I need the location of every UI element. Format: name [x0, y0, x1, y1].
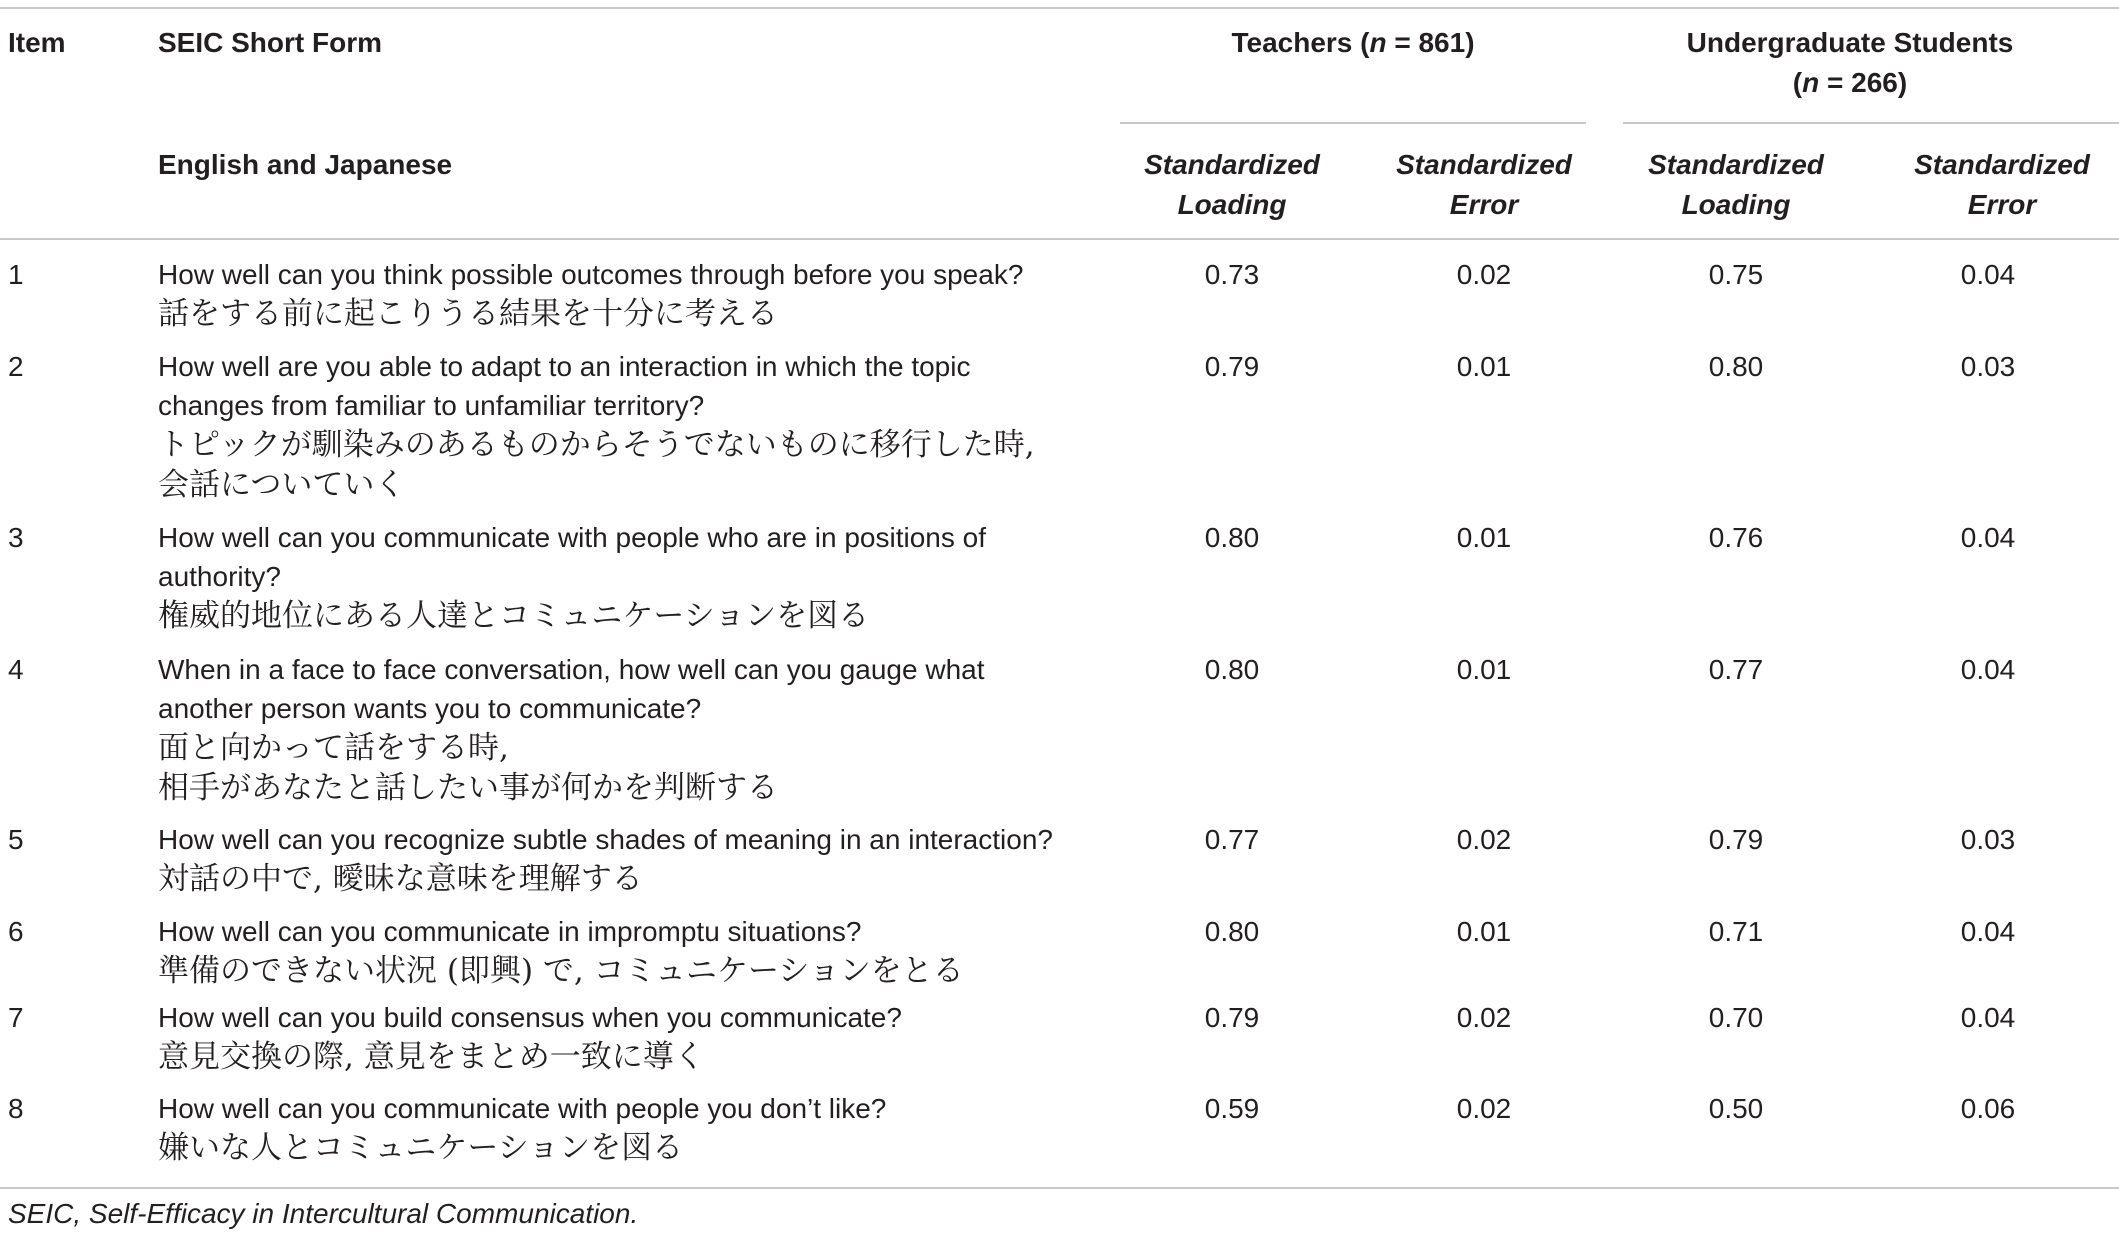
- students-loading-value: 0.70: [1708, 1002, 1764, 1033]
- top-rule: [0, 7, 2119, 9]
- teachers-error-value: 0.02: [1456, 1093, 1512, 1124]
- students-error-value: 0.04: [1960, 916, 2016, 947]
- japanese-line: トピックが馴染みのあるものからそうでないものに移行した時,: [158, 427, 1035, 463]
- header-teachers: Teachers (n = 861): [1231, 27, 1475, 58]
- students-error-value: 0.04: [1960, 654, 2016, 685]
- teachers-loading-value: 0.80: [1204, 522, 1260, 553]
- item-number: 7: [8, 1002, 24, 1033]
- students-loading-value: 0.79: [1708, 824, 1764, 855]
- teachers-loading-value: 0.59: [1204, 1093, 1260, 1124]
- teachers-error-value: 0.01: [1456, 351, 1512, 382]
- students-error-value: 0.04: [1960, 1002, 2016, 1033]
- item-number: 5: [8, 824, 24, 855]
- students-loading-value: 0.80: [1708, 351, 1764, 382]
- item-number: 6: [8, 916, 24, 947]
- japanese-line: 対話の中で, 曖昧な意味を理解する: [158, 861, 643, 897]
- teachers-error-value: 0.01: [1456, 654, 1512, 685]
- students-error-value: 0.04: [1960, 259, 2016, 290]
- item-number: 3: [8, 522, 24, 553]
- english-line: When in a face to face conversation, how well can you gauge what: [158, 654, 985, 685]
- japanese-line: 準備のできない状況 (即興) で, コミュニケーションをとる: [158, 953, 964, 989]
- teachers-loading-value: 0.80: [1204, 916, 1260, 947]
- header-seic-short-form: SEIC Short Form: [158, 27, 383, 58]
- subheader-teachers-error: Standardized Error: [1396, 149, 1572, 220]
- students-loading-value: 0.71: [1708, 916, 1764, 947]
- teachers-error-value: 0.01: [1456, 522, 1512, 553]
- english-line: authority?: [158, 561, 281, 592]
- english-line: How well can you recognize subtle shades of meaning in an interaction?: [158, 824, 1053, 855]
- item-number: 8: [8, 1093, 24, 1124]
- students-loading-value: 0.76: [1708, 522, 1764, 553]
- subheader-students-loading: Standardized Loading: [1648, 149, 1824, 220]
- subheader-teachers-loading: Standardized Loading: [1144, 149, 1320, 220]
- students-group-rule: [1623, 122, 2119, 124]
- students-error-value: 0.04: [1960, 522, 2016, 553]
- table-footnote: SEIC, Self-Efficacy in Intercultural Communication.: [8, 1198, 639, 1229]
- header-bottom-rule: [0, 238, 2119, 240]
- header-english-japanese: English and Japanese: [158, 149, 453, 180]
- header-undergraduate-students: Undergraduate Students (n = 266): [1686, 27, 2014, 98]
- english-line: How well can you communicate with people who are in positions of: [158, 522, 986, 553]
- english-line: How well can you communicate in impromptu situations?: [158, 916, 862, 947]
- english-line: another person wants you to communicate?: [158, 693, 702, 724]
- english-line: How well can you build consensus when you communicate?: [158, 1002, 902, 1033]
- item-text: [158, 347, 1035, 505]
- japanese-line: 面と向かって話をする時,: [158, 730, 509, 766]
- item-text: [158, 518, 986, 636]
- teachers-error-value: 0.02: [1456, 1002, 1512, 1033]
- teachers-error-value: 0.02: [1456, 824, 1512, 855]
- teachers-loading-value: 0.80: [1204, 654, 1260, 685]
- table-bottom-rule: [0, 1187, 2119, 1189]
- students-loading-value: 0.77: [1708, 654, 1764, 685]
- students-error-value: 0.03: [1960, 824, 2016, 855]
- japanese-line: 嫌いな人とコミュニケーションを図る: [158, 1130, 684, 1166]
- teachers-loading-value: 0.73: [1204, 259, 1260, 290]
- japanese-line: 意見交換の際, 意見をまとめ一致に導く: [158, 1039, 705, 1075]
- teachers-group-rule: [1120, 122, 1586, 124]
- students-error-value: 0.03: [1960, 351, 2016, 382]
- item-text: [158, 998, 902, 1077]
- japanese-line: 会話についていく: [158, 467, 406, 503]
- teachers-loading-value: 0.79: [1204, 351, 1260, 382]
- teachers-error-value: 0.02: [1456, 259, 1512, 290]
- header-item: Item: [8, 27, 66, 58]
- english-line: How well are you able to adapt to an interaction in which the topic: [158, 351, 971, 382]
- students-loading-value: 0.50: [1708, 1093, 1764, 1124]
- students-error-value: 0.06: [1960, 1093, 2016, 1124]
- item-text: [158, 255, 1023, 334]
- item-text: [158, 650, 985, 808]
- english-line: changes from familiar to unfamiliar territory?: [158, 390, 705, 421]
- japanese-line: 相手があなたと話したい事が何かを判断する: [158, 770, 778, 806]
- teachers-loading-value: 0.77: [1204, 824, 1260, 855]
- teachers-error-value: 0.01: [1456, 916, 1512, 947]
- item-number: 4: [8, 654, 24, 685]
- subheader-students-error: Standardized Error: [1914, 149, 2090, 220]
- japanese-line: 話をする前に起こりうる結果を十分に考える: [158, 296, 778, 332]
- item-text: [158, 820, 1053, 899]
- teachers-loading-value: 0.79: [1204, 1002, 1260, 1033]
- item-number: 2: [8, 351, 24, 382]
- item-text: [158, 1089, 886, 1168]
- english-line: How well can you communicate with people you don’t like?: [158, 1093, 887, 1124]
- japanese-line: 権威的地位にある人達とコミュニケーションを図る: [158, 598, 870, 634]
- item-number: 1: [8, 259, 24, 290]
- item-text: [158, 912, 964, 991]
- students-loading-value: 0.75: [1708, 259, 1764, 290]
- english-line: How well can you think possible outcomes through before you speak?: [158, 259, 1024, 290]
